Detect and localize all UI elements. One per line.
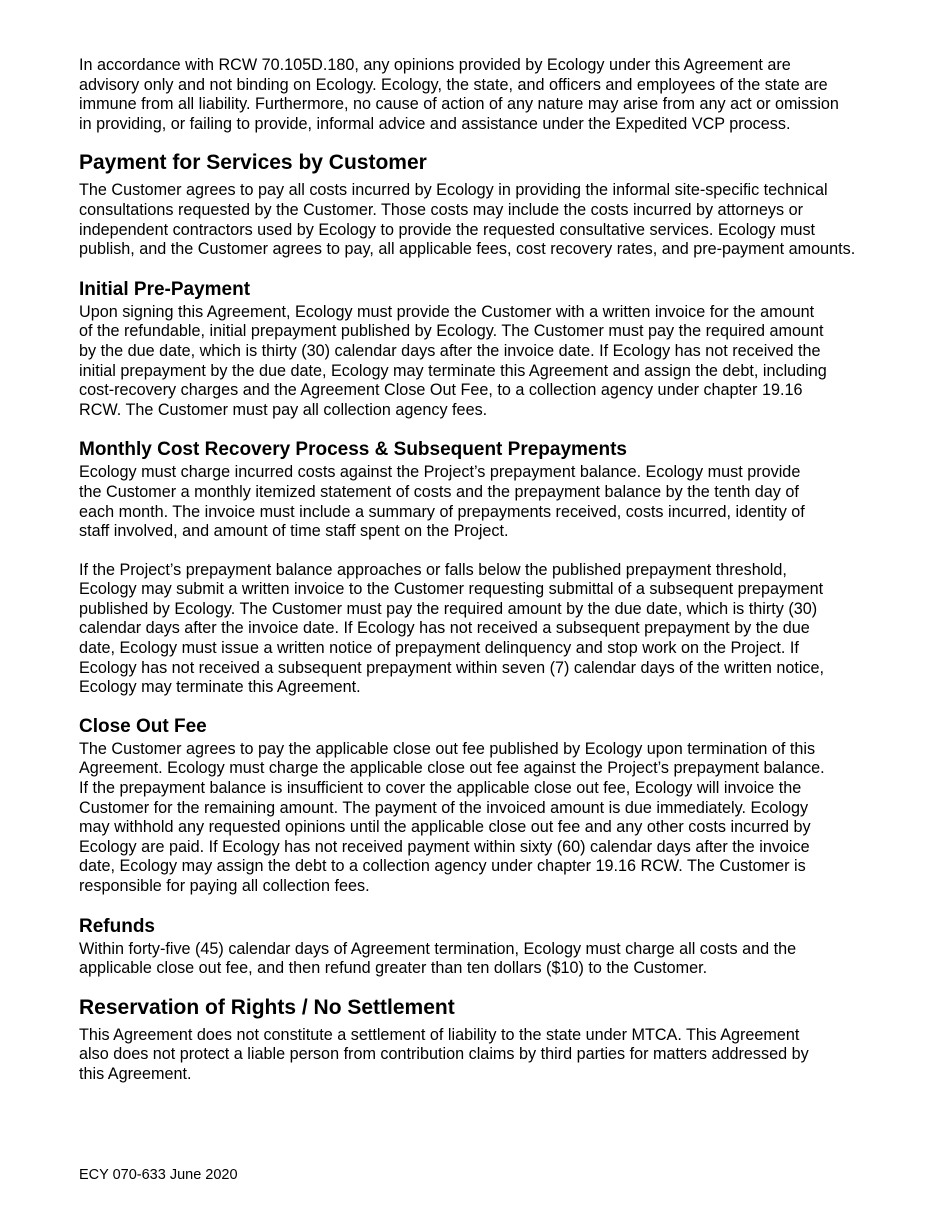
payment-paragraph: The Customer agrees to pay all costs incurred by Ecology in providing the informal site-specific technical consultations requested by the Customer. Those costs may include the costs incurred by attorneys or independent contractors used by Ecology to provide the requested consultative services. Ecology must publish, and the Customer agrees to pay, all applicable fees, cost recovery rates, and pre-payment amounts. <box>79 181 856 259</box>
payment-heading: Payment for Services by Customer <box>79 151 427 175</box>
initial-prepayment-paragraph: Upon signing this Agreement, Ecology must provide the Customer with a written invoice for the amount of the refundable, initial prepayment published by Ecology. The Customer must pay the required amount by the due date, which is thirty (30) calendar days after the invoice date. If Ecology has not received the initial prepayment by the due date, Ecology may terminate this Agreement and assign the debt, including cost-recovery charges and the Agreement Close Out Fee, to a collection agency under chapter 19.16 RCW. The Customer must pay all collection agency fees. <box>79 302 827 419</box>
initial-prepayment-heading: Initial Pre-Payment <box>79 278 251 300</box>
refunds-heading: Refunds <box>79 915 155 937</box>
close-out-fee-paragraph: The Customer agrees to pay the applicable close out fee published by Ecology upon termination of this Agreement. Ecology must charge the applicable close out fee against the Project’s prepayment balance. If the prepayment balance is insufficient to cover the applicable close out fee, Ecology will invoice the Customer for the remaining amount. The payment of the invoiced amount is due immediately. Ecology may withhold any requested opinions until the applicable close out fee and any other costs incurred by Ecology are paid. If Ecology has not received payment within sixty (60) calendar days after the invoice date, Ecology may assign the debt to a collection agency under chapter 19.16 RCW. The Customer is responsible for paying all collection fees. <box>79 739 825 895</box>
monthly-cost-paragraph-2: If the Project’s prepayment balance approaches or falls below the published prepayment threshold, Ecology may submit a written invoice to the Customer requesting submittal of a subsequent prepayment published by Ecology. The Customer must pay the required amount by the due date, which is thirty (30) calendar days after the invoice date. If Ecology has not received a subsequent prepayment by the due date, Ecology must issue a written notice of prepayment delinquency and stop work on the Project. If Ecology has not received a subsequent prepayment within seven (7) calendar days of the written notice, Ecology may terminate this Agreement. <box>79 560 825 697</box>
close-out-fee-heading: Close Out Fee <box>79 715 207 737</box>
monthly-cost-paragraph-1: Ecology must charge incurred costs against the Project’s prepayment balance. Ecology must provide the Customer a monthly itemized statement of costs and the prepayment balance by the tenth day of each month. The invoice must include a summary of prepayments received, costs incurred, identity of staff involved, and amount of time staff spent on the Project. <box>79 463 805 541</box>
monthly-cost-heading: Monthly Cost Recovery Process & Subsequent Prepayments <box>79 439 627 461</box>
intro-paragraph: In accordance with RCW 70.105D.180, any opinions provided by Ecology under this Agreement are advisory only and not binding on Ecology. Ecology, the state, and officers and employees of the state are immune from all liability. Furthermore, no cause of action of any nature may arise from any act or omission in providing, or failing to provide, informal advice and assistance under the Expedited VCP process. <box>79 56 839 133</box>
reservation-heading: Reservation of Rights / No Settlement <box>79 995 455 1019</box>
form-number-footer: ECY 070-633 June 2020 <box>79 1167 238 1183</box>
refunds-paragraph: Within forty-five (45) calendar days of Agreement termination, Ecology must charge all costs and the applicable close out fee, and then refund greater than ten dollars ($10) to the Customer. <box>79 939 797 978</box>
reservation-paragraph: This Agreement does not constitute a settlement of liability to the state under MTCA. This Agreement also does not protect a liable person from contribution claims by third parties for matters addressed by this Agreement. <box>79 1025 809 1083</box>
document-page <box>79 56 874 1085</box>
